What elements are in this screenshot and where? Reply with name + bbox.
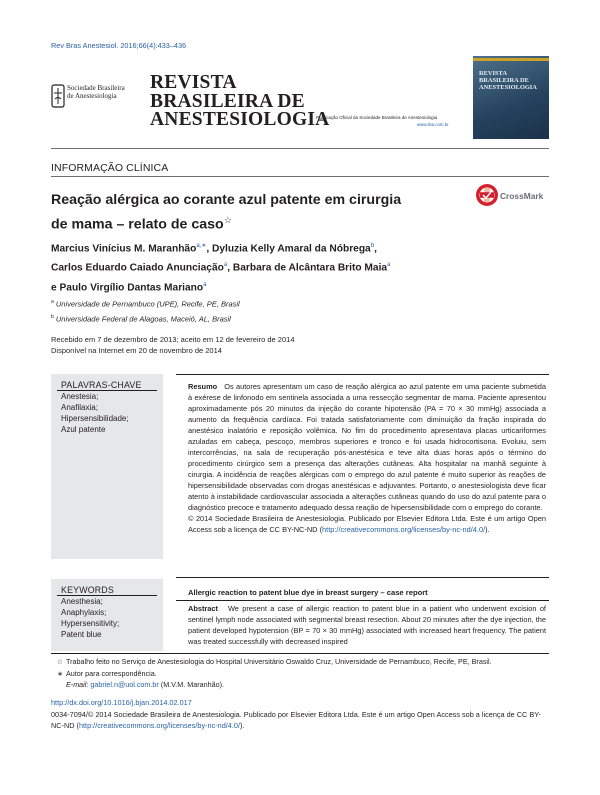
- author-line: [51, 238, 501, 257]
- footnote-divider: [51, 653, 549, 654]
- journal-cover-image: [473, 56, 549, 139]
- abstract-copyright-end: ).: [485, 525, 490, 534]
- abstract-divider: [176, 374, 549, 375]
- abstract-divider: [176, 577, 549, 578]
- keywords-divider: [57, 390, 157, 391]
- keyword: Azul patente: [61, 425, 106, 434]
- article-title-text: de mama – relato de caso: [51, 216, 224, 233]
- author-name: Dyluzia Kelly Amaral da Nóbrega: [212, 243, 371, 255]
- keywords-en-heading: KEYWORDS: [61, 585, 114, 595]
- abstract-pt-copyright: [188, 513, 546, 535]
- affiliation: [51, 296, 240, 311]
- keywords-en-box: [51, 579, 163, 651]
- crossmark-label: CrossMark: [500, 191, 544, 201]
- author-sep: ,: [227, 262, 233, 274]
- section-label: INFORMAÇÃO CLÍNICA: [51, 162, 169, 174]
- society-logo: [51, 84, 141, 108]
- society-name-line: de Anestesiologia: [67, 91, 117, 100]
- received-date: Recebido em 7 de dezembro de 2013; aceito em 12 de fevereiro de 2014: [51, 335, 295, 344]
- cover-title-line: REVISTA: [479, 70, 507, 77]
- crossmark-icon: [475, 183, 499, 207]
- keyword: Patent blue: [61, 630, 102, 639]
- article-dates: [51, 334, 295, 356]
- journal-citation[interactable]: Rev Bras Anestesiol. 2016;66(4):433–436: [51, 41, 187, 50]
- author-affil-sup[interactable]: a: [223, 262, 228, 269]
- license-link[interactable]: http://creativecommons.org/licenses/by-nc-nd/4.0/: [322, 525, 486, 534]
- author-line: [51, 277, 501, 296]
- journal-subtitle: Publicação Oficial da Sociedade Brasileira de Anestesiologia: [316, 115, 438, 120]
- footnote-text: Autor para correspondência.: [66, 668, 157, 678]
- society-emblem-icon: [51, 84, 65, 108]
- article-title-line: [51, 210, 431, 235]
- keywords-pt-box: [51, 374, 163, 559]
- keyword: Anesthesia;: [61, 597, 103, 606]
- cover-strip: [473, 58, 549, 61]
- email-owner: (M.V.M. Maranhão).: [160, 680, 225, 689]
- author-list: [51, 238, 501, 296]
- author-name: Carlos Eduardo Caiado Anunciação: [51, 262, 224, 274]
- affiliation: [51, 311, 240, 326]
- license-link[interactable]: http://creativecommons.org/licenses/by-nc-nd/4.0/: [78, 720, 240, 730]
- title-footnote-star[interactable]: ☆: [223, 215, 232, 225]
- affiliation-text: Universidade de Pernambuco (UPE), Recife, PE, Brasil: [55, 299, 240, 309]
- masthead-divider: [51, 148, 549, 149]
- author-affil-sup[interactable]: a: [387, 262, 391, 269]
- footnote-corresponding: [51, 669, 549, 681]
- keywords-pt-heading: PALAVRAS-CHAVE: [61, 380, 142, 390]
- author-name: Marcius Vinícius M. Maranhão: [51, 243, 197, 255]
- society-name: [67, 85, 125, 100]
- author-affil-sup[interactable]: b: [370, 243, 375, 249]
- crossmark-button[interactable]: [475, 183, 550, 209]
- cover-title-line: BRASILEIRA DE: [479, 77, 529, 85]
- abstract-divider: [176, 600, 549, 601]
- author-affil-sup[interactable]: a,∗: [196, 243, 207, 249]
- abstract-en-text: We present a case of allergic reaction to patent blue in a patient who underwent excision of sentinel lymph node associated with segmental breast resection. About 20 minutes after the dye injection, the patient developed hypotension (BP = 70 × 30 mmHg) associated with increased heart frequency. The patient was treated successfully with decreased inspired: [188, 604, 546, 646]
- abstract-pt-label: Resumo: [188, 382, 218, 391]
- cover-title-line: ANESTESIOLOGIA: [479, 84, 537, 92]
- section-divider: [51, 176, 549, 177]
- abstract-en: [188, 603, 546, 647]
- affiliation-text: Universidade Federal de Alagoas, Maceió, AL, Brasil: [55, 314, 231, 323]
- footnote-star-icon: ☆: [56, 659, 63, 666]
- email-link[interactable]: gabriel.n@uol.com.br: [90, 680, 159, 689]
- author-name: Barbara de Alcântara Brito Maia: [232, 262, 388, 274]
- keyword: Hipersensibilidade;: [61, 414, 129, 423]
- copyright-notice: [51, 710, 551, 731]
- journal-title-line: REVISTA: [150, 72, 237, 93]
- keyword: Hypersensitivity;: [61, 619, 120, 628]
- journal-masthead: [51, 56, 549, 139]
- keywords-divider: [57, 595, 157, 596]
- author-sep: ,: [374, 243, 377, 255]
- author-name: e Paulo Virgílio Dantas Mariano: [51, 282, 204, 294]
- copyright-end: ).: [239, 720, 245, 730]
- abstract-en-label: Abstract: [188, 604, 218, 613]
- keyword: Anafilaxia;: [61, 403, 98, 412]
- abstract-en-title: Allergic reaction to patent blue dye in breast surgery – case report: [188, 588, 428, 597]
- footnote-work: [51, 657, 549, 669]
- email-label: E-mail:: [66, 680, 89, 689]
- keyword: Anaphylaxis;: [61, 608, 107, 617]
- footnote-text: Trabalho feito no Serviço de Anestesiologia do Hospital Universitário Oswaldo Cruz, Universidade de Pernambuco, Recife, PE, Brasil.: [66, 657, 492, 666]
- author-line: [51, 257, 501, 276]
- journal-url[interactable]: www.sba.com.br: [417, 122, 449, 127]
- journal-title-line: BRASILEIRA DE: [150, 90, 305, 112]
- article-title-line: Reação alérgica ao corante azul patente em cirurgia: [51, 192, 402, 208]
- author-affil-sup[interactable]: a: [203, 281, 207, 288]
- abstract-pt: [188, 381, 546, 535]
- journal-title: [150, 74, 329, 130]
- society-name-line: Sociedade Brasileira: [67, 84, 125, 92]
- cover-title: [479, 70, 537, 92]
- online-date: Disponível na Internet em 20 de novembro de 2014: [51, 346, 222, 355]
- article-title: [51, 190, 431, 235]
- author-sep: ,: [206, 243, 213, 255]
- doi-link[interactable]: http://dx.doi.org/10.1016/j.bjan.2014.02.017: [51, 698, 192, 707]
- affiliation-sup: a: [51, 299, 54, 305]
- footnote-asterisk-icon: ∗: [57, 670, 63, 678]
- copyright-text: 0034-7094/© 2014 Sociedade Brasileira de Anestesiologia. Publicado por Elsevier Editora Ltda. Este é um artigo Open Access sob a licença de CC BY-NC-ND (: [51, 710, 541, 730]
- footnote-email: [51, 680, 549, 691]
- affiliation-sup: b: [51, 313, 54, 320]
- keyword: Anestesia;: [61, 392, 99, 401]
- journal-title-line: ANESTESIOLOGIA: [150, 109, 330, 130]
- abstract-copyright-text: © 2014 Sociedade Brasileira de Anestesiologia. Publicado por Elsevier Editora Ltda. Este é um artigo Open Access sob a licença de CC BY-NC-ND (: [188, 514, 546, 534]
- abstract-pt-text: Os autores apresentam um caso de reação alérgica ao azul patente em uma paciente submetida à exérese de linfonodo em sentinela associada a uma ressecção segmentar de mama. Paciente apresentou aproximadamente pós 20 minutos da injeção do corante hipotensão (PA = 70 × 30 mmHg) associada a aumento da frequência cardíaca. Foi tratada satisfatoriamente com diminuição da fração inspirada do anestésico inalatório e reposição volêmica. No fim do procedimento apresentava placas urticariformes azuladas em cabeça, pescoço, membros superiores e tronco e foi usada hidrocortisona. Evoluiu, sem intercorrências, na sala de recuperação pós-anestésica e teve alta duas horas após o término do procedimento cirúrgico sem a presença das alterações cutâneas. Alta hospitalar na manhã seguinte à cirurgia. A incidência de reações alérgicas com o emprego do azul patente é muito superior às reações de hipersensibilidade observadas com drogas anestésicas e adjuvantes. Portanto, o anestesiologista deve ficar atento à instabilidade cardiovascular associada a alterações cutâneas quando do uso do azul patente para o diagnóstico precoce e tratamento adequado dessa reação de hipersensibilidade com o emprego do corante.: [188, 382, 546, 512]
- footnotes: [51, 657, 549, 691]
- affiliations: [51, 296, 240, 325]
